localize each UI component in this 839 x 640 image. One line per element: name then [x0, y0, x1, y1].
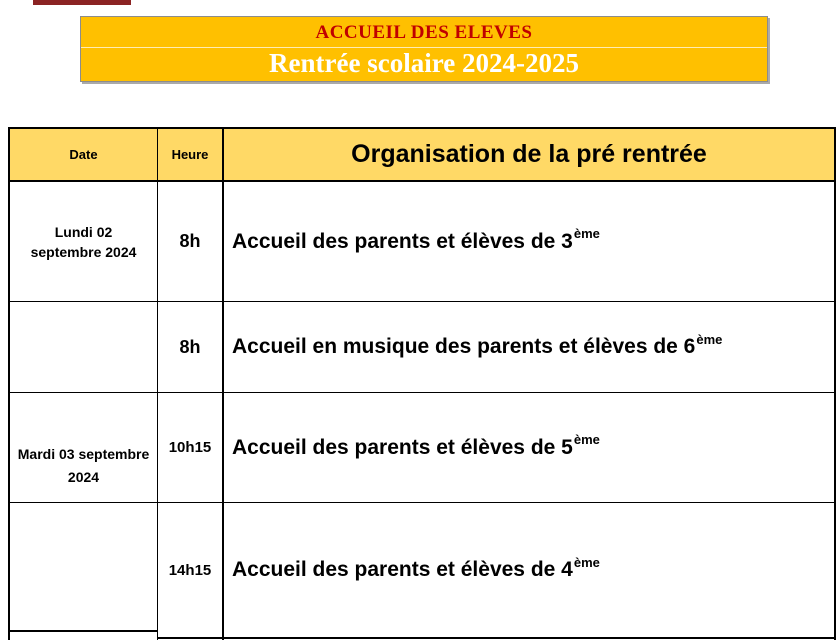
top-left-red-bar	[33, 0, 131, 5]
heure-cell: 14h15	[168, 561, 212, 579]
date-line: septembre 2024	[30, 243, 137, 260]
date-line: Lundi 02	[54, 223, 113, 240]
table-gridline	[834, 127, 836, 640]
table-gridline	[8, 630, 158, 632]
activity-text: Accueil des parents et élèves de 4	[232, 558, 573, 581]
banner-title: ACCUEIL DES ELEVES	[315, 22, 533, 43]
banner	[80, 16, 768, 82]
activity-superscript: ème	[573, 432, 600, 447]
header-cell-organisation: Organisation de la pré rentrée	[351, 140, 707, 168]
activity-cell	[232, 302, 828, 392]
activity-cell	[232, 182, 828, 301]
heure-cell: 8h	[179, 336, 201, 357]
header-cell-date: Date	[69, 147, 98, 162]
activity-superscript: ème	[696, 331, 723, 347]
activity-cell	[232, 503, 828, 637]
table-gridline	[222, 127, 224, 640]
activity-text: Accueil des parents et élèves de 3	[232, 229, 573, 253]
activity-text: Accueil des parents et élèves de 5	[232, 435, 573, 459]
banner-subtitle: Rentrée scolaire 2024-2025	[269, 48, 579, 78]
date-line: 2024	[67, 469, 100, 485]
heure-cell: 10h15	[168, 439, 212, 456]
banner-divider	[81, 47, 767, 48]
table-gridline	[157, 637, 836, 639]
header-cell-heure: Heure	[171, 147, 209, 162]
date-cell-lundi	[10, 182, 157, 301]
activity-superscript: ème	[573, 554, 600, 570]
activity-text: Accueil en musique des parents et élèves de 6	[232, 335, 696, 358]
date-cell-mardi	[10, 302, 157, 630]
heure-cell: 8h	[179, 231, 201, 251]
activity-superscript: ème	[573, 226, 600, 241]
activity-cell	[232, 393, 828, 502]
date-line: Mardi 03 septembre	[17, 446, 150, 462]
